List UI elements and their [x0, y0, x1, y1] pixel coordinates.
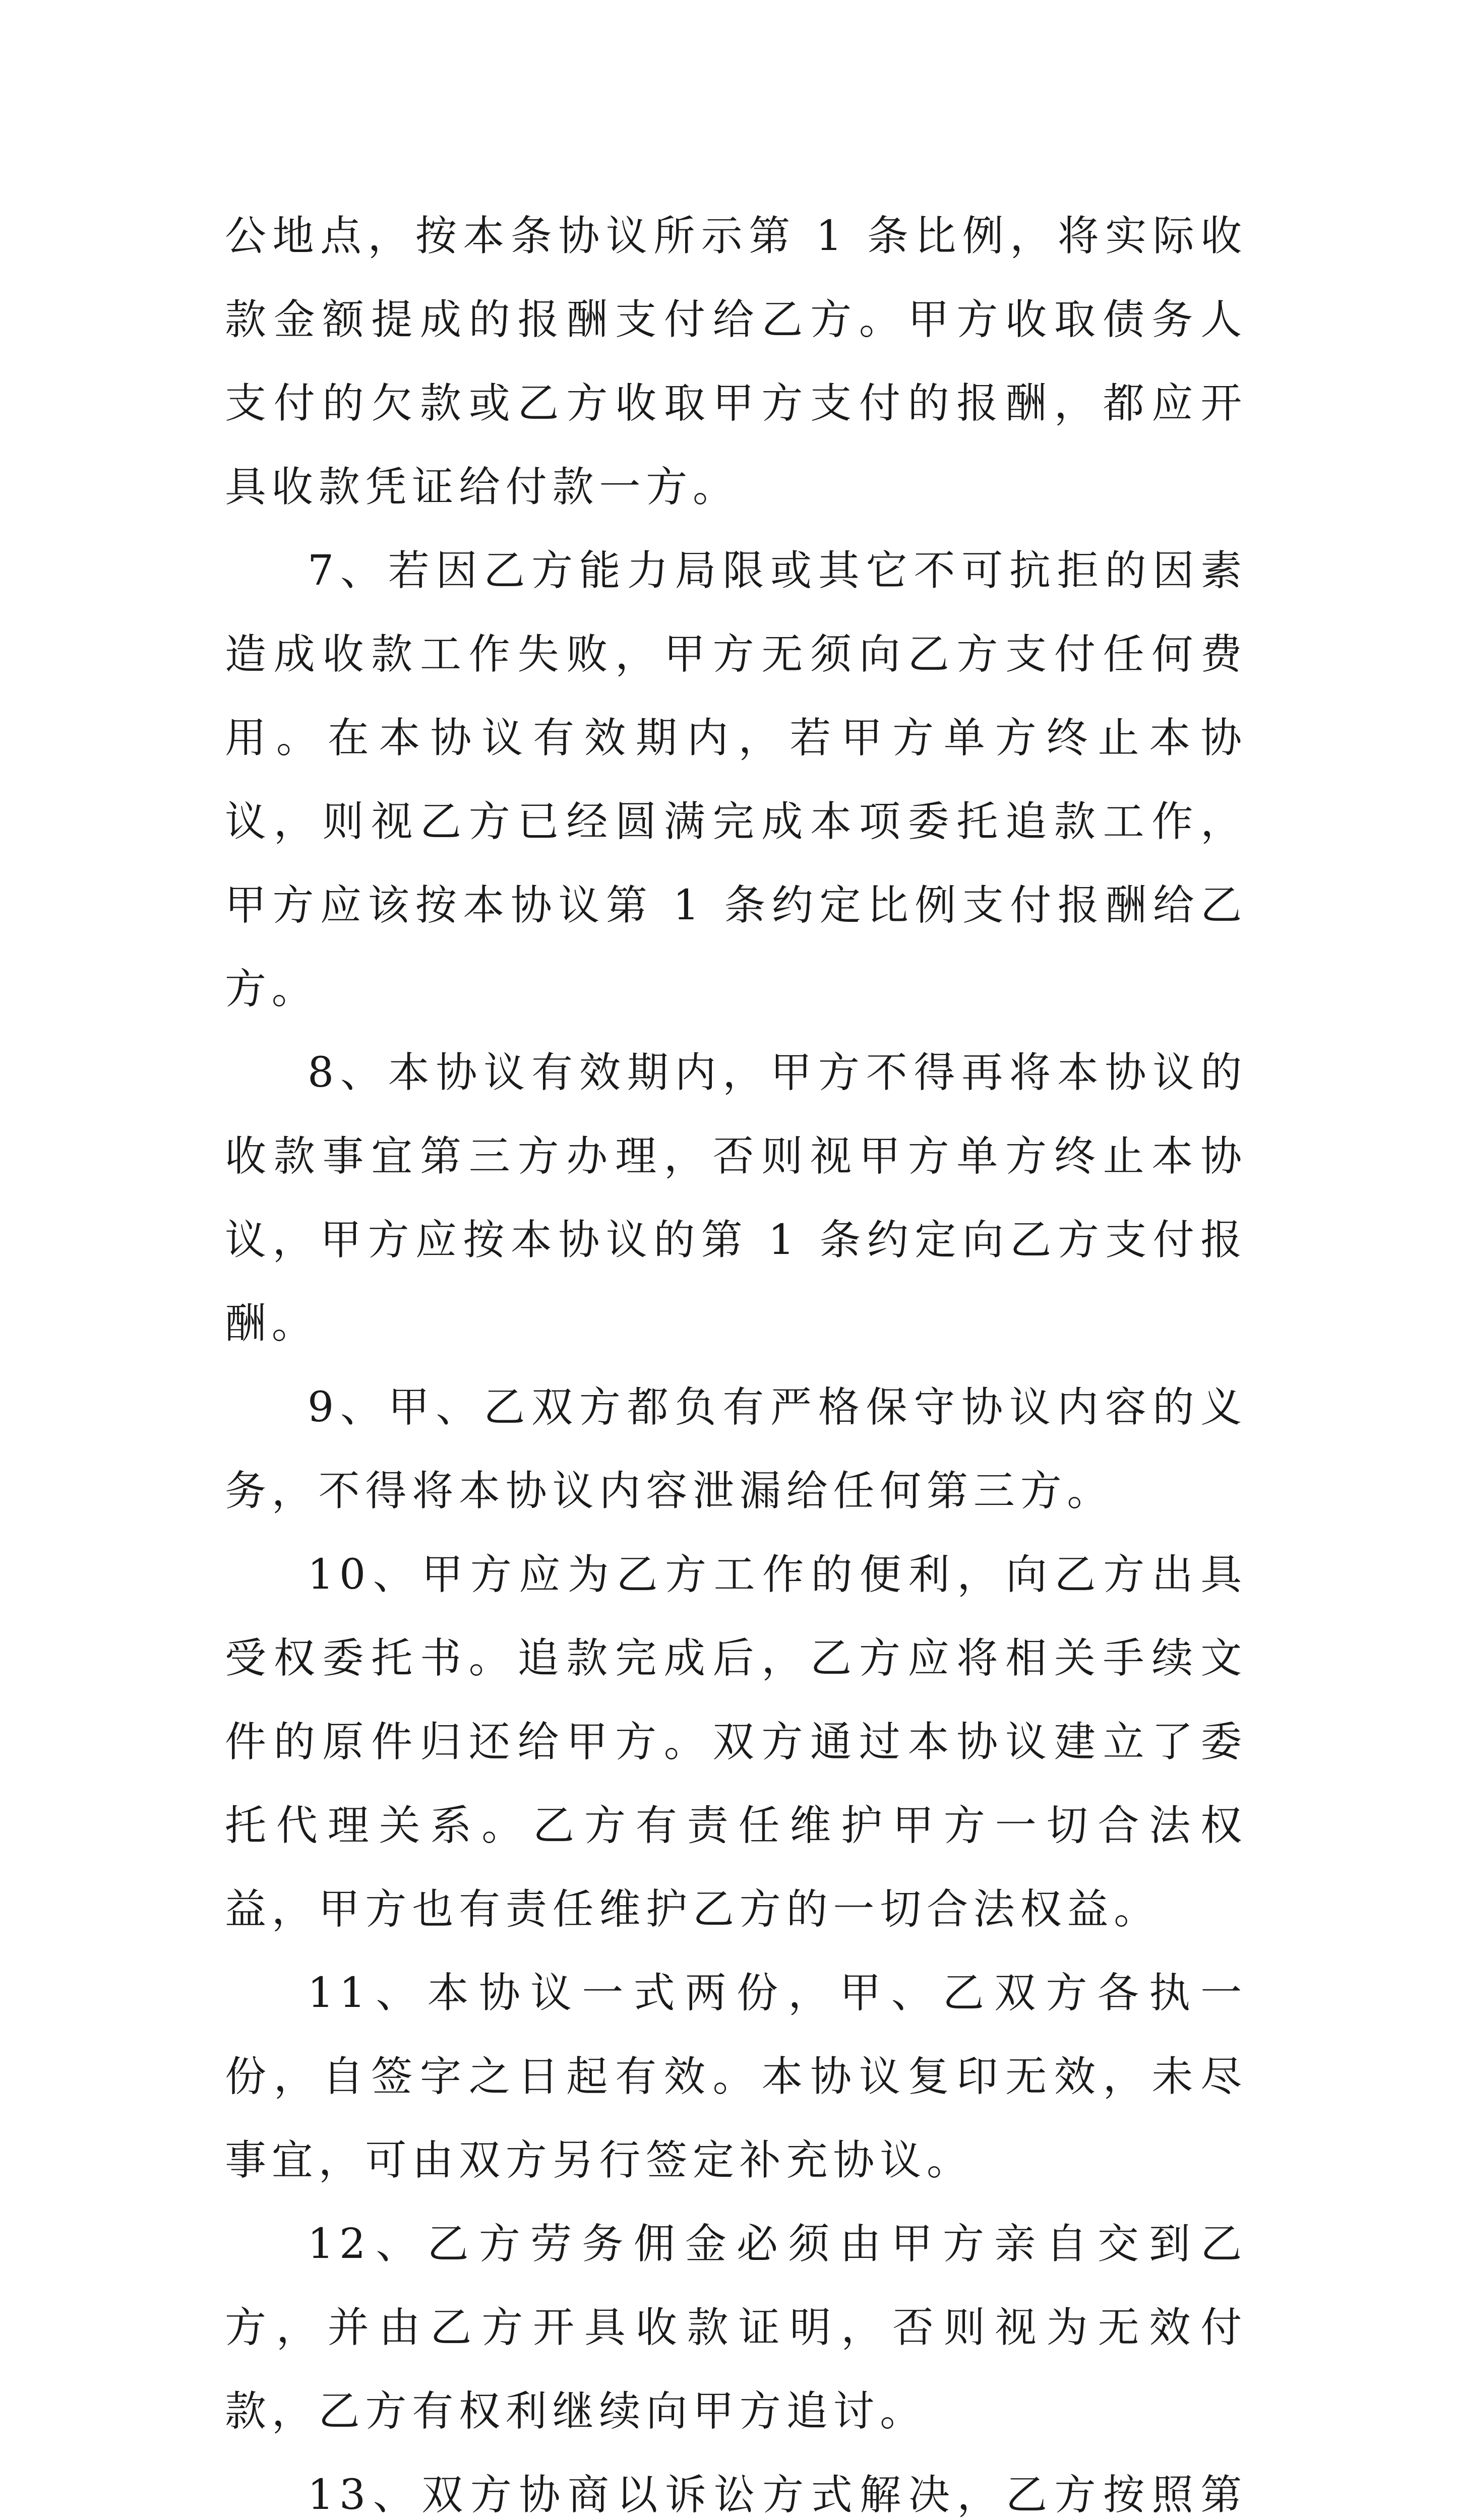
- clause-13: 13、双方协商以诉讼方式解决，乙方按照第: [308, 2471, 1247, 2519]
- clause-9: 9、甲、乙双方都负有严格保守协议内容的义务，不得将本协议内容泄漏给任何第三方。: [225, 1383, 1247, 1515]
- clause-11: 11、本协议一式两份，甲、乙双方各执一份，自签字之日起有效。本协议复印无效，未尽事宜，可由双方另行签定补充协议。: [225, 1969, 1247, 2184]
- clause-8: 8、本协议有效期内，甲方不得再将本协议的收款事宜第三方办理，否则视甲方单方终止本协议，甲方应按本协议的第 1 条约定向乙方支付报酬。: [225, 1049, 1247, 1348]
- document-body: [225, 195, 1247, 2520]
- clause-12: 12、乙方劳务佣金必须由甲方亲自交到乙方，并由乙方开具收款证明，否则视为无效付款，乙方有权利继续向甲方追讨。: [225, 2220, 1247, 2435]
- paragraph-continued: 公地点，按本条协议所示第 1 条比例，将实际收款金额提成的报酬支付给乙方。甲方收取债务人支付的欠款或乙方收取甲方支付的报酬，都应开具收款凭证给付款一方。: [225, 212, 1247, 511]
- clause-7: 7、若因乙方能力局限或其它不可抗拒的因素造成收款工作失败，甲方无须向乙方支付任何费用。在本协议有效期内，若甲方单方终止本协议，则视乙方已经圆满完成本项委托追款工作，甲方应该按本协议第 1 条约定比例支付报酬给乙方。: [225, 547, 1247, 1013]
- clause-10: 10、甲方应为乙方工作的便利，向乙方出具受权委托书。追款完成后，乙方应将相关手续文件的原件归还给甲方。双方通过本协议建立了委托代理关系。乙方有责任维护甲方一切合法权益，甲方也有责任维护乙方的一切合法权益。: [225, 1551, 1247, 1933]
